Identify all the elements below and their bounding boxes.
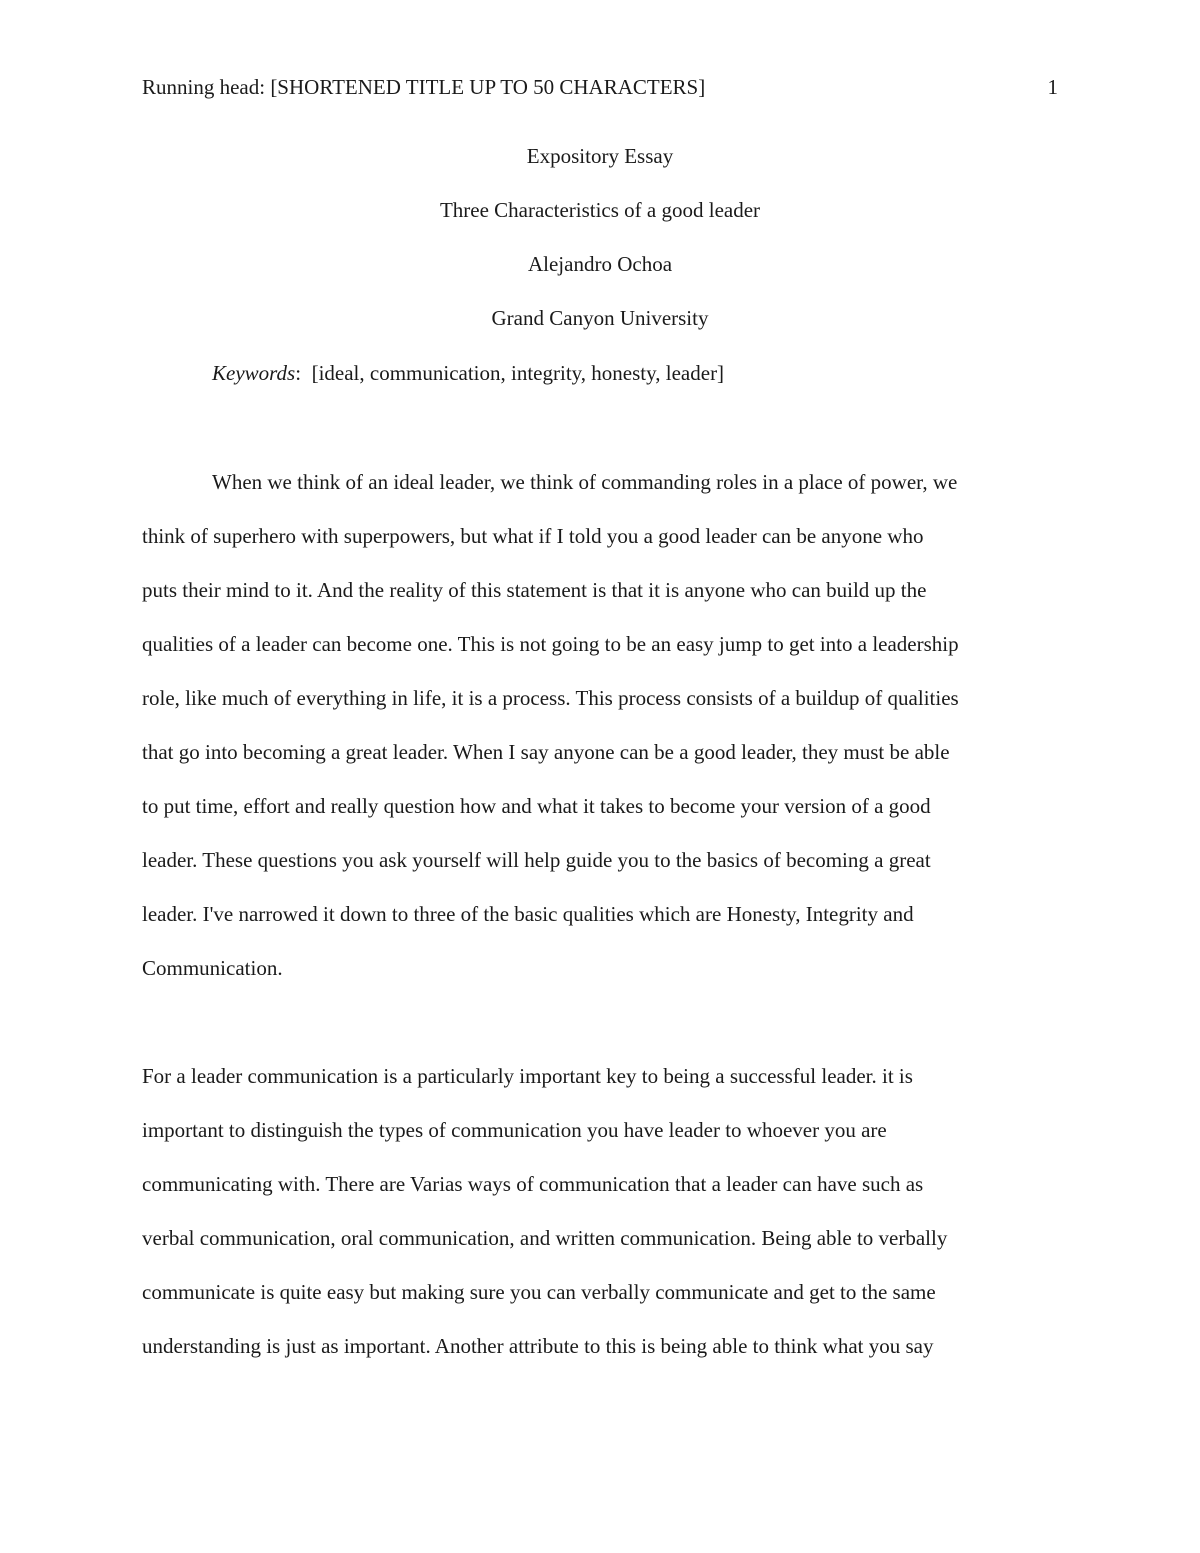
paragraph-line: communicating with. There are Varias ways of communication that a leader can have such as (142, 1172, 924, 1196)
page-number: 1 (1047, 75, 1058, 99)
running-head: Running head: [SHORTENED TITLE UP TO 50 CHARACTERS] (142, 75, 706, 99)
paragraph-line: role, like much of everything in life, it is a process. This process consists of a buildup of qualities (142, 686, 959, 710)
keywords-label: Keywords (212, 361, 296, 385)
page-header (142, 72, 1058, 102)
paragraph-line: understanding is just as important. Another attribute to this is being able to think what you say (142, 1334, 934, 1358)
paragraph-line: important to distinguish the types of communication you have leader to whoever you are (142, 1118, 887, 1142)
paragraph-line: leader. I've narrowed it down to three of the basic qualities which are Honesty, Integrity and (142, 902, 914, 926)
paragraph-line: puts their mind to it. And the reality of this statement is that it is anyone who can build up the (142, 578, 927, 602)
essay-title: Three Characteristics of a good leader (439, 198, 761, 222)
paragraph-line: verbal communication, oral communication, and written communication. Being able to verbally (142, 1226, 948, 1250)
title-block (142, 140, 1058, 356)
paragraph-line: communicate is quite easy but making sure you can verbally communicate and get to the same (142, 1280, 936, 1304)
paragraph-line: qualities of a leader can become one. This is not going to be an easy jump to get into a leadership (142, 632, 959, 656)
paragraph-2 (142, 1049, 1058, 1373)
paragraph-1 (142, 455, 1058, 995)
paragraph-line: leader. These questions you ask yourself will help guide you to the basics of becoming a great (142, 848, 931, 872)
paragraph-line: When we think of an ideal leader, we think of commanding roles in a place of power, we (212, 470, 958, 494)
paragraph-line: For a leader communication is a particularly important key to being a successful leader. it is (142, 1064, 913, 1088)
keywords-separator: : (295, 361, 302, 385)
author-name: Alejandro Ochoa (527, 252, 673, 276)
institution-name: Grand Canyon University (491, 306, 709, 330)
keywords-line (212, 357, 724, 389)
paragraph-line: think of superhero with superpowers, but what if I told you a good leader can be anyone who (142, 524, 924, 548)
keywords-values: [ideal, communication, integrity, honesty, leader] (311, 361, 725, 385)
paragraph-line: to put time, effort and really question how and what it takes to become your version of a good (142, 794, 931, 818)
paragraph-line: that go into becoming a great leader. When I say anyone can be a good leader, they must be able (142, 740, 950, 764)
paragraph-line: Communication. (142, 956, 283, 980)
essay-type: Expository Essay (526, 144, 674, 168)
